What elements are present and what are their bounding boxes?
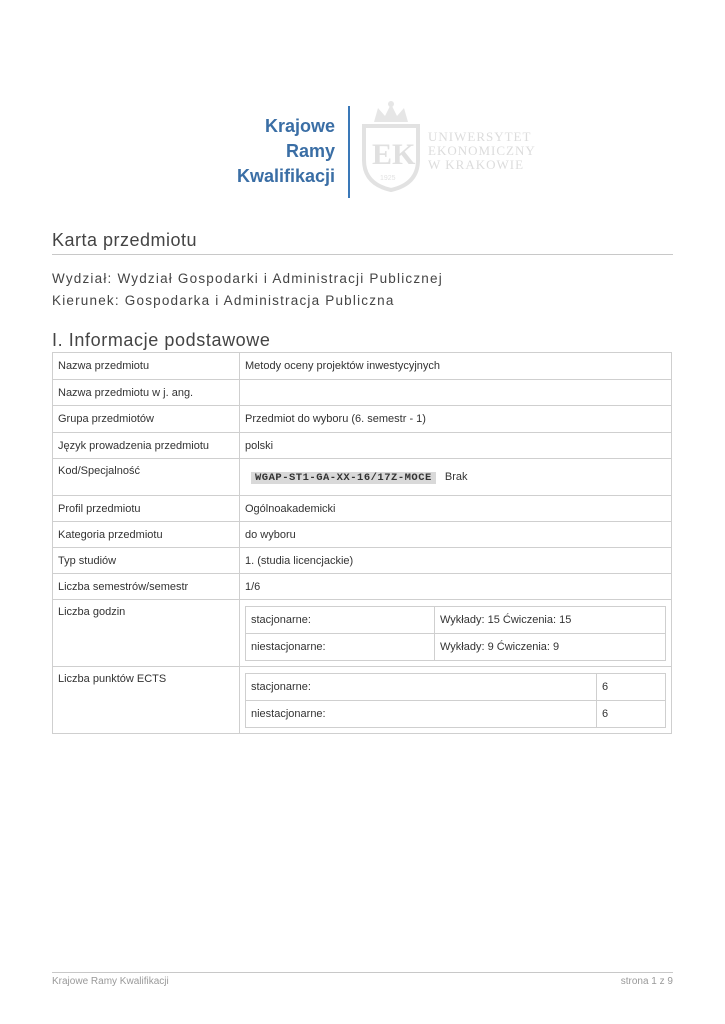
row-value: do wyboru (240, 522, 672, 548)
table-row (53, 406, 672, 433)
field-of-study-line: Kierunek: Gospodarka i Administracja Publiczna (52, 293, 395, 308)
study-mode: niestacjonarne: (246, 634, 435, 661)
specialization-value: Brak (444, 470, 468, 483)
hours-value: Wykłady: 9 Ćwiczenia: 9 (435, 634, 666, 661)
study-mode: stacjonarne: (246, 607, 435, 634)
university-line-1: UNIWERSYTET (428, 129, 532, 144)
table-row (53, 496, 672, 522)
table-row (53, 380, 672, 406)
row-label: Liczba punktów ECTS (53, 667, 240, 734)
section-title: I. Informacje podstawowe (52, 330, 271, 350)
hours-row (246, 634, 666, 661)
page-title: Karta przedmiotu (52, 230, 198, 250)
row-label: Liczba godzin (53, 600, 240, 667)
row-value: 1. (studia licencjackie) (240, 548, 672, 574)
table-row (53, 459, 672, 496)
page-number: strona 1 z 9 (620, 976, 673, 987)
row-label: Grupa przedmiotów (53, 406, 240, 433)
row-label: Liczba semestrów/semestr (53, 574, 240, 600)
basic-info-table (52, 352, 672, 734)
row-value: polski (240, 433, 672, 459)
university-emblem-icon (358, 100, 424, 192)
row-label: Język prowadzenia przedmiotu (53, 433, 240, 459)
page-header (0, 100, 725, 210)
course-code: WGAP-ST1-GA-XX-16/17Z-MOCE (251, 472, 436, 484)
ects-value: 6 (597, 701, 666, 728)
svg-text:EK: EK (372, 138, 416, 171)
footer-left: Krajowe Ramy Kwalifikacji (52, 976, 169, 987)
table-row (53, 574, 672, 600)
row-label: Kategoria przedmiotu (53, 522, 240, 548)
row-label: Typ studiów (53, 548, 240, 574)
faculty-line: Wydział: Wydział Gospodarki i Administracji Publicznej (52, 271, 443, 286)
row-value: 1/6 (240, 574, 672, 600)
krk-line-1: Krajowe (264, 116, 335, 136)
row-value: Ogólnoakademicki (240, 496, 672, 522)
table-row (53, 353, 672, 380)
university-line-3: W KRAKOWIE (428, 157, 525, 172)
row-value (240, 600, 672, 667)
row-value: Przedmiot do wyboru (6. semestr - 1) (240, 406, 672, 433)
row-value (240, 667, 672, 734)
row-label: Nazwa przedmiotu (53, 353, 240, 380)
krk-logo-text (230, 114, 335, 189)
table-row (53, 522, 672, 548)
ects-row (246, 701, 666, 728)
university-name (428, 130, 536, 172)
row-label: Kod/Specjalność (53, 459, 240, 496)
study-mode: stacjonarne: (246, 674, 597, 701)
table-row (53, 667, 672, 734)
hours-value: Wykłady: 15 Ćwiczenia: 15 (435, 607, 666, 634)
table-row (53, 548, 672, 574)
krk-line-2: Ramy (285, 141, 335, 161)
title-divider (52, 254, 673, 255)
footer-divider (52, 972, 673, 973)
university-line-2: EKONOMICZNY (428, 143, 536, 158)
study-mode: niestacjonarne: (246, 701, 597, 728)
ects-table (245, 673, 666, 728)
table-row (53, 433, 672, 459)
row-value (240, 380, 672, 406)
ects-value: 6 (597, 674, 666, 701)
table-row (53, 600, 672, 667)
krk-line-3: Kwalifikacji (236, 166, 335, 186)
row-value (240, 459, 672, 496)
row-label: Nazwa przedmiotu w j. ang. (53, 380, 240, 406)
svg-text:1925: 1925 (380, 175, 396, 182)
hours-row (246, 607, 666, 634)
ects-row (246, 674, 666, 701)
header-divider (348, 106, 350, 198)
row-label: Profil przedmiotu (53, 496, 240, 522)
row-value: Metody oceny projektów inwestycyjnych (240, 353, 672, 380)
hours-table (245, 606, 666, 661)
